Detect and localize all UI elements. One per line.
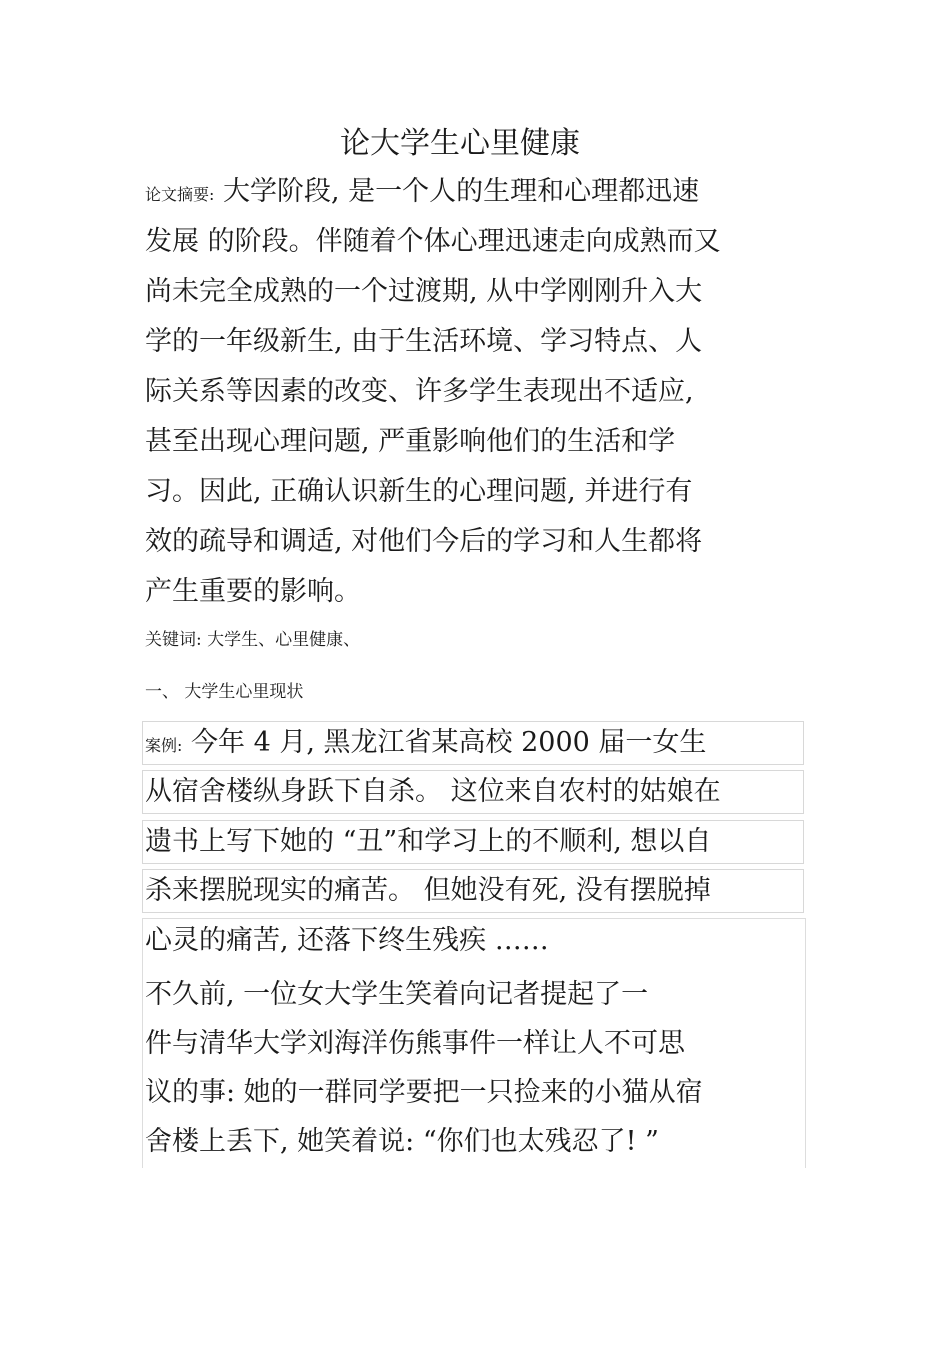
abstract-text: 大学阶段, 是一个人的生理和心理都迅速 [223,176,700,207]
case-line-2: 从宿舍楼纵身跃下自杀。 这位来自农村的姑娘在 [145,776,721,807]
abstract-line-9: 产生重要的影响。 [145,576,361,607]
abstract-line-3: 尚未完全成熟的一个过渡期, 从中学刚刚升入大 [145,276,703,307]
paragraph2-line-1: 不久前, 一位女大学生笑着向记者提起了一 [145,979,649,1010]
abstract-line-4: 学的一年级新生, 由于生活环境、学习特点、人 [145,326,703,357]
paragraph2-line-4: 舍楼上丢下, 她笑着说: “你们也太残忍了! ” [145,1126,659,1157]
case-line-3: 遗书上写下她的 “丑”和学习上的不顺利, 想以自 [145,826,712,857]
abstract-line-1 [145,172,699,215]
abstract-line-7: 习。因此, 正确认识新生的心理问题, 并进行有 [145,476,693,507]
case-label: 案例: [145,736,183,755]
abstract-line-6: 甚至出现心理问题, 严重影响他们的生活和学 [145,426,676,457]
document-title: 论大学生心里健康 [340,126,580,161]
abstract-line-5: 际关系等因素的改变、许多学生表现出不适应, [145,376,694,407]
paragraph2-line-2: 件与清华大学刘海洋伤熊事件一样让人不可思 [145,1028,685,1059]
case-line-1 [145,723,706,766]
abstract-line-2: 发展 的阶段。伴随着个体心理迅速走向成熟而又 [145,226,721,257]
keywords: 关键词: 大学生、心里健康、 [145,630,361,650]
section-heading: 一、 大学生心里现状 [145,682,304,702]
case-line-5: 心灵的痛苦, 还落下终生残疾 …… [145,925,549,956]
abstract-line-8: 效的疏导和调适, 对他们今后的学习和人生都将 [145,526,703,557]
case-text: 今年 4 月, 黑龙江省某高校 2000 届一女生 [191,727,707,758]
abstract-label: 论文摘要: [145,185,215,204]
paragraph2-line-3: 议的事: 她的一群同学要把一只捡来的小猫从宿 [145,1077,703,1108]
case-line-4: 杀来摆脱现实的痛苦。 但她没有死, 没有摆脱掉 [145,875,711,906]
